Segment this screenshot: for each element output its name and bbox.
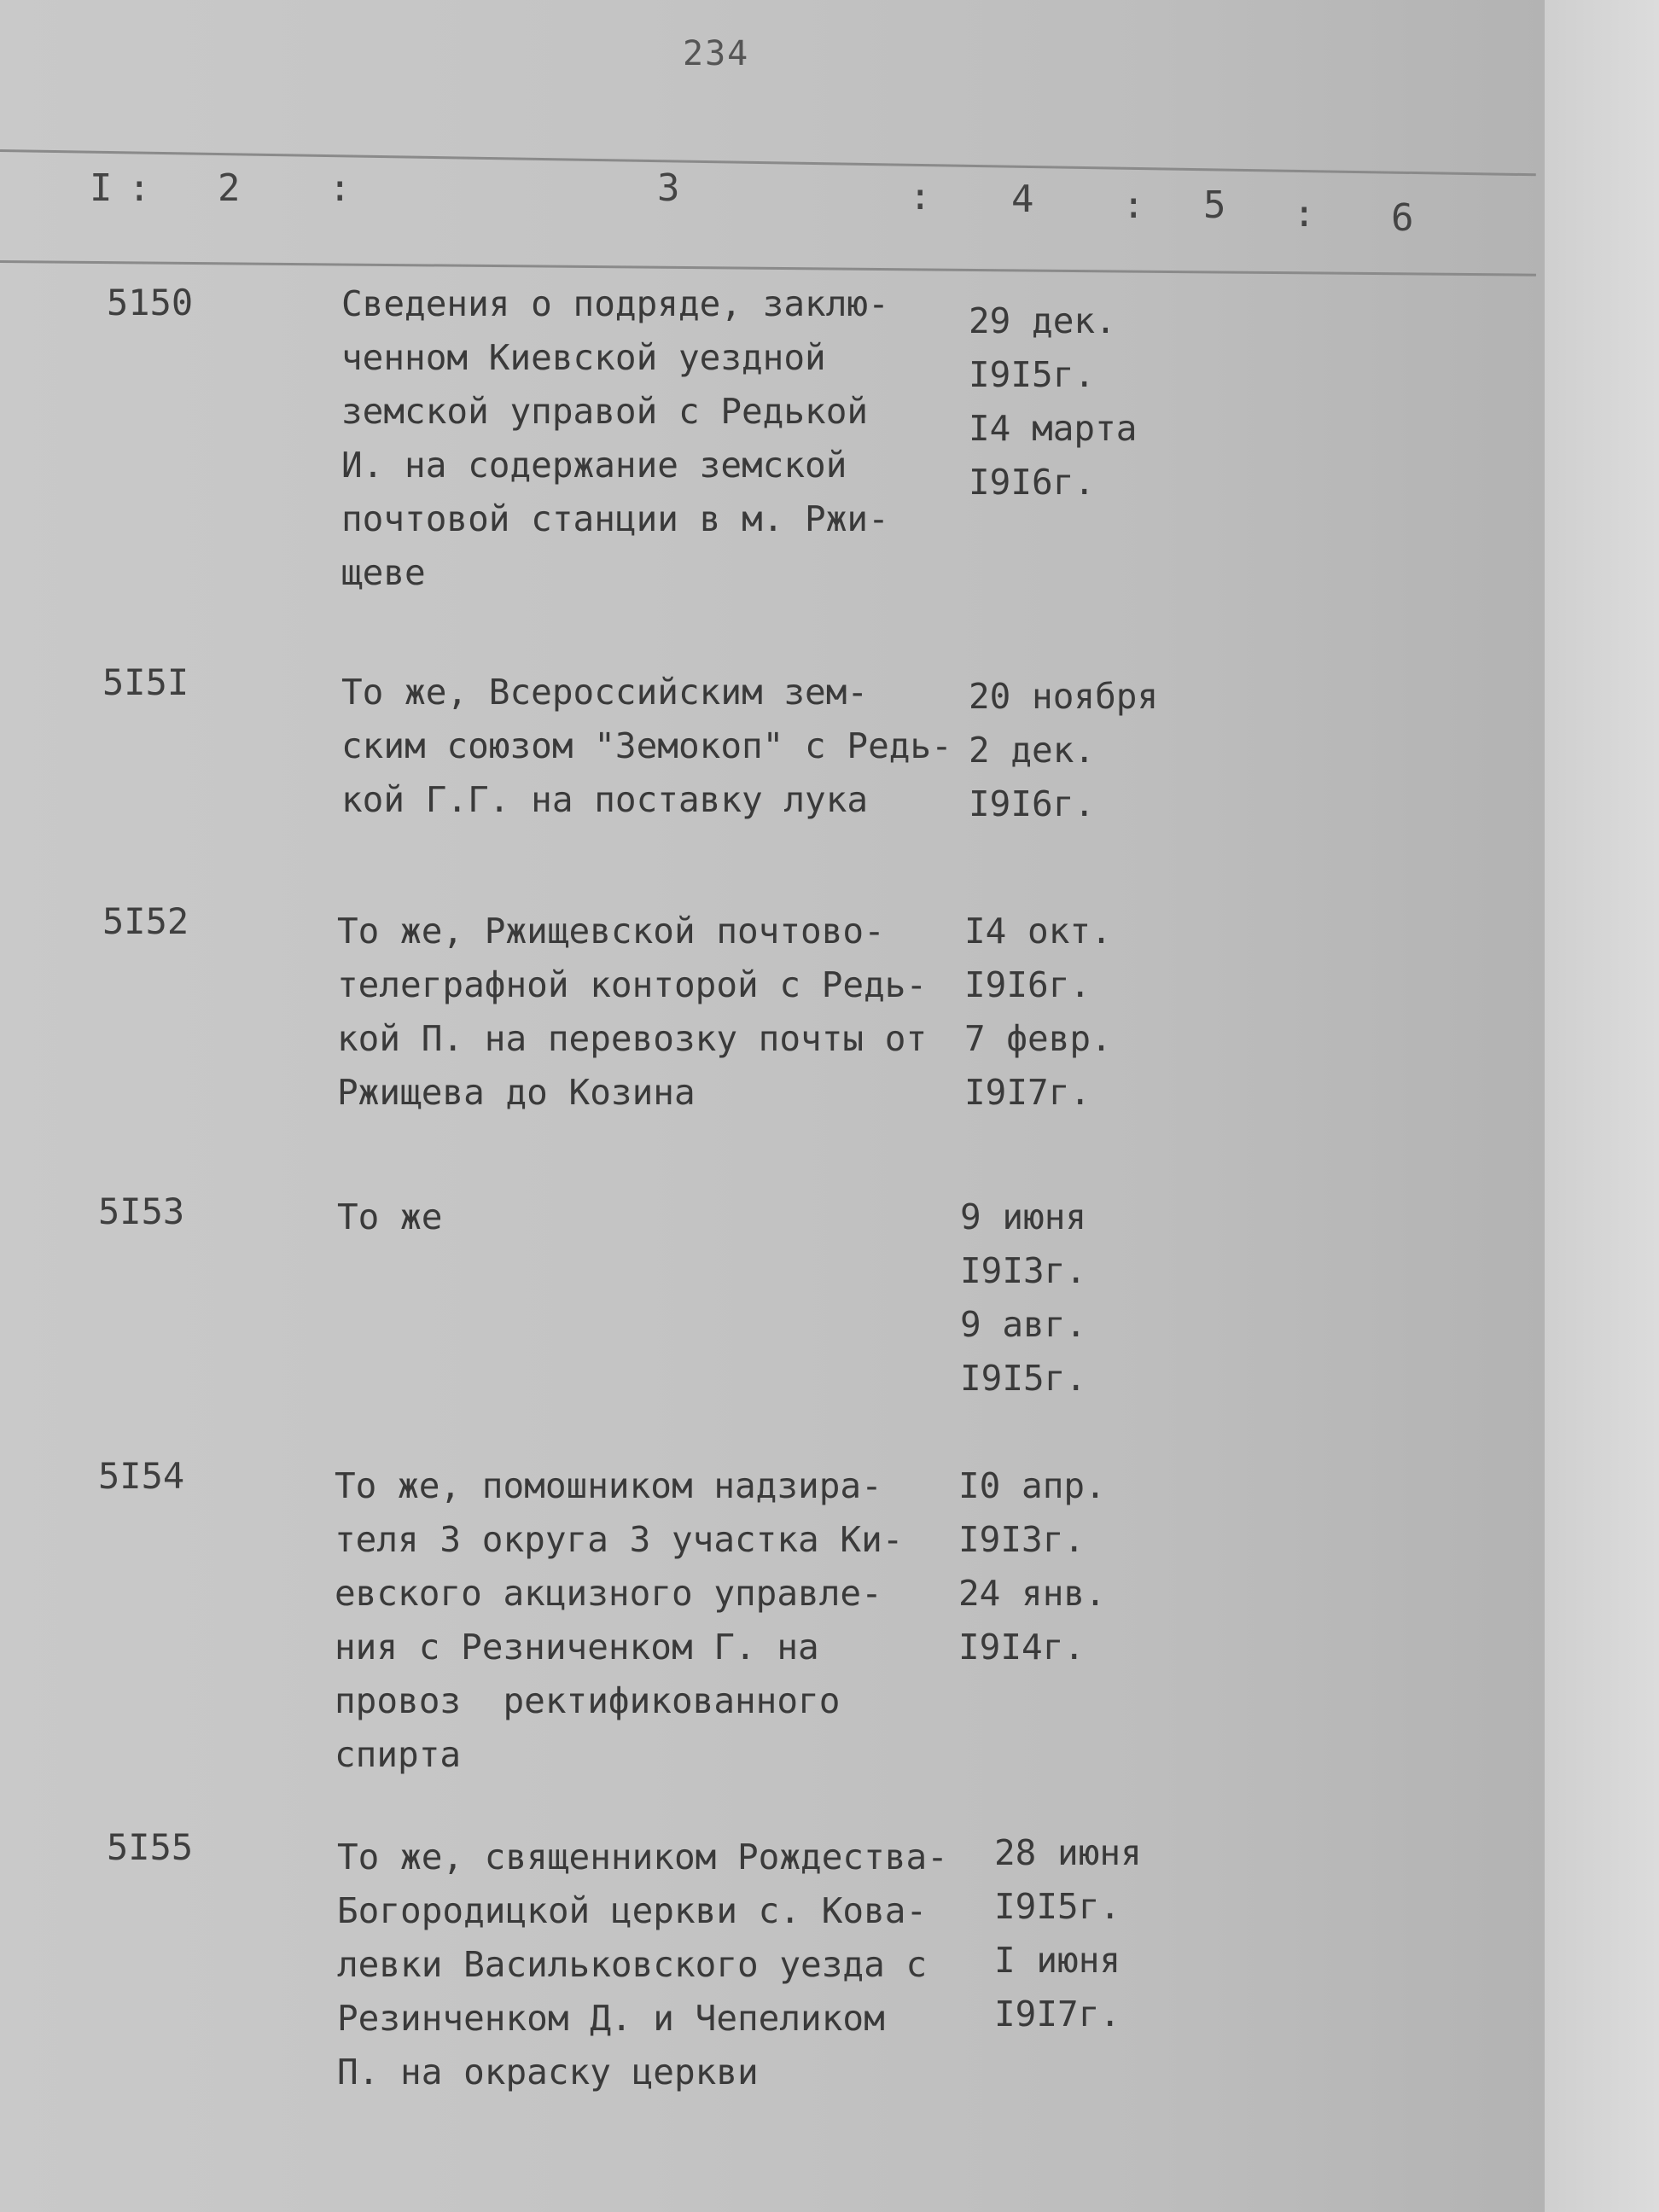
record-dates: 28 июня I9I5г. I июня I9I7г. (994, 1832, 1142, 2034)
record-number: 5I5I (102, 661, 189, 703)
column-header-4: 4 (1011, 178, 1034, 221)
page-number: 234 (683, 34, 750, 73)
column-separator: : (909, 175, 932, 218)
record-number: 5I54 (98, 1455, 185, 1497)
record-description: Сведения о подряде, заклю- ченном Киевской уездной земской управой с Редькой И. на содержание земской почтовой станции в м. Ржи- щеве (341, 283, 889, 593)
column-header-3: 3 (657, 166, 680, 210)
record-number: 5I52 (102, 900, 189, 942)
page-edge (1545, 0, 1659, 2212)
record-description: То же, священником Рождества- Богородицкой церкви с. Кова- левки Васильковского уезда с Резинченком Д. и Чепеликом П. на окраску церкви (337, 1837, 948, 2093)
record-dates: I0 апр. I9I3г. 24 янв. I9I4г. (958, 1465, 1106, 1668)
record-number: 5I55 (107, 1826, 194, 1868)
column-header-1: I (90, 166, 113, 210)
record-dates: 9 июня I9I3г. 9 авг. I9I5г. (960, 1196, 1087, 1399)
record-description: То же, помошником надзира- теля 3 округа 3 участка Ки- евского акцизного управле- ния с Резниченком Г. на провоз ректификованного спирта (335, 1465, 904, 1775)
record-dates: 20 ноября 2 дек. I9I6г. (969, 676, 1159, 824)
record-number: 5I53 (98, 1190, 185, 1232)
record-dates: 29 дек. I9I5г. I4 марта I9I6г. (969, 300, 1138, 503)
record-dates: I4 окт. I9I6г. 7 февр. I9I7г. (964, 911, 1112, 1113)
record-description: То же (337, 1196, 443, 1237)
column-separator: : (1293, 192, 1316, 236)
column-header-2: 2 (218, 166, 241, 210)
column-header-5: 5 (1203, 183, 1226, 227)
record-number: 5150 (107, 282, 194, 323)
record-description: То же, Всероссийским зем- ским союзом "Земокоп" с Редь- кой Г.Г. на поставку лука (341, 672, 952, 820)
column-separator: : (329, 166, 352, 210)
column-header-6: 6 (1391, 196, 1414, 240)
record-description: То же, Ржищевской почтово- телеграфной конторой с Редь- кой П. на перевозку почты от Ржищева до Козина (337, 911, 928, 1113)
column-separator: : (128, 166, 151, 210)
column-separator: : (1122, 183, 1145, 227)
